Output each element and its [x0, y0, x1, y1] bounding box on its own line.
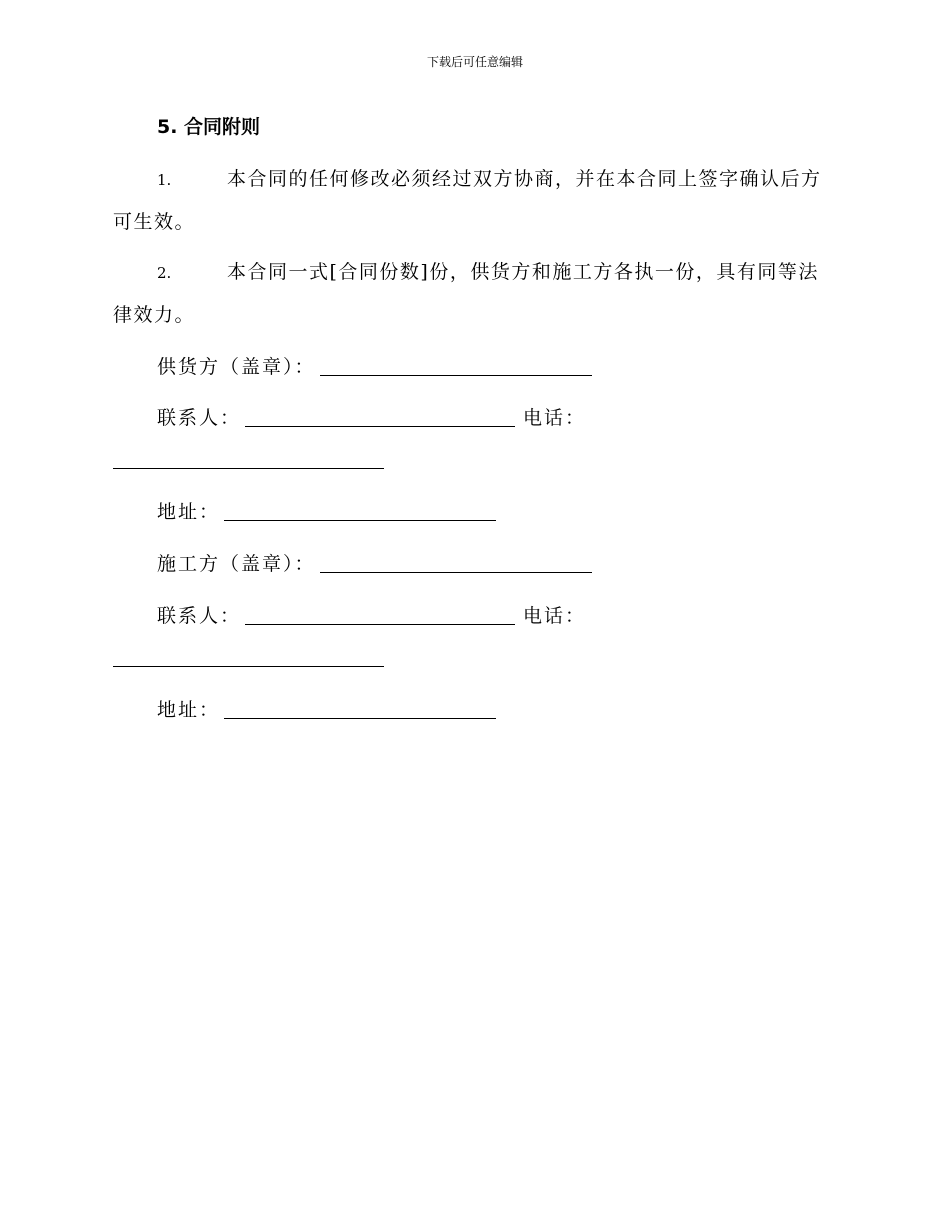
section-heading: 5. 合同附则 [157, 116, 261, 138]
constructor-phone-blank[interactable] [113, 666, 384, 667]
constructor-phone-label: 电话： [523, 605, 587, 627]
supplier-contact-blank[interactable] [245, 408, 515, 427]
supplier-contact-row [157, 405, 586, 431]
constructor-contact-label: 联系人： [157, 605, 242, 627]
clause-2-number: 2. [157, 264, 172, 282]
clause-2-text: 本合同一式[合同份数]份，供货方和施工方各执一份，具有同等法律效力。 [113, 261, 819, 326]
constructor-contact-row [157, 603, 586, 629]
constructor-address-label: 地址： [157, 699, 221, 721]
supplier-phone-label: 电话： [523, 407, 587, 429]
supplier-seal-row [157, 354, 592, 380]
supplier-address-blank[interactable] [224, 502, 496, 521]
supplier-seal-label: 供货方（盖章）： [157, 356, 316, 378]
constructor-seal-row [157, 551, 592, 577]
supplier-seal-blank[interactable] [320, 357, 592, 376]
constructor-address-row [157, 697, 496, 723]
clause-2 [113, 251, 835, 336]
constructor-seal-label: 施工方（盖章）： [157, 553, 316, 575]
constructor-address-blank[interactable] [224, 700, 496, 719]
clause-1-number: 1. [157, 171, 172, 189]
supplier-address-row [157, 499, 496, 525]
supplier-phone-blank[interactable] [113, 468, 384, 469]
page-header: 下载后可任意编辑 [426, 55, 523, 69]
clause-1 [113, 158, 835, 243]
constructor-contact-blank[interactable] [245, 606, 515, 625]
clause-1-text: 本合同的任何修改必须经过双方协商，并在本合同上签字确认后方可生效。 [113, 168, 822, 233]
supplier-address-label: 地址： [157, 501, 221, 523]
supplier-contact-label: 联系人： [157, 407, 242, 429]
constructor-seal-blank[interactable] [320, 554, 592, 573]
